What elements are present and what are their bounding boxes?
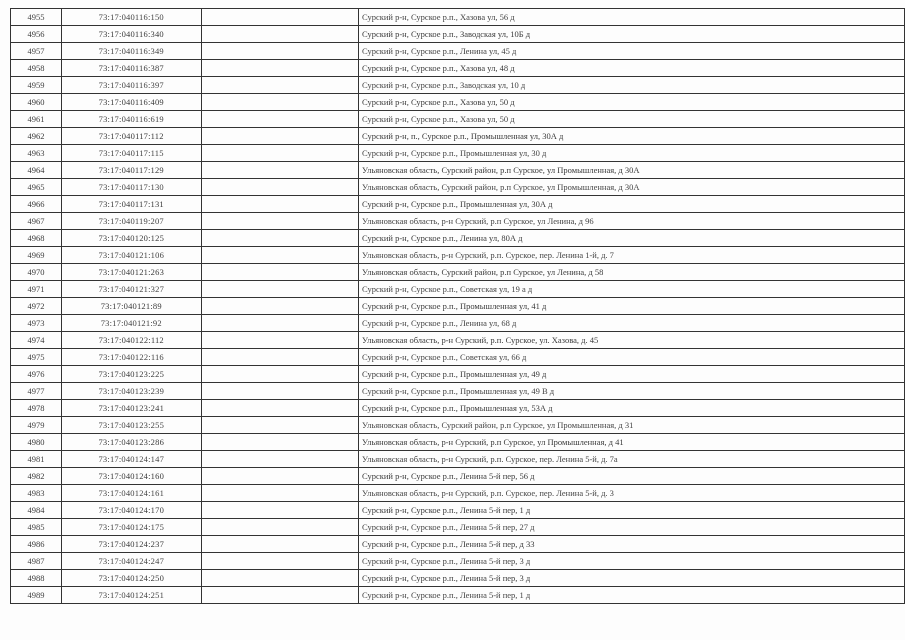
cadastral-number-cell: 73:17:040116:340 xyxy=(61,26,201,43)
table-row xyxy=(11,315,905,332)
table-row xyxy=(11,298,905,315)
empty-cell xyxy=(201,587,358,604)
address-cell: Ульяновская область, р-н Сурский, р.п Сурское, ул Ленина, д 96 xyxy=(359,213,905,230)
empty-cell xyxy=(201,264,358,281)
address-cell: Ульяновская область, р-н Сурский, р.п Сурское, ул Промышленная, д 41 xyxy=(359,434,905,451)
table-row xyxy=(11,332,905,349)
address-cell: Сурский р-н, Сурское р.п., Ленина 5-й пер, д 33 xyxy=(359,536,905,553)
cadastral-number-cell: 73:17:040124:247 xyxy=(61,553,201,570)
address-cell: Сурский р-н, Сурское р.п., Промышленная ул, 53А д xyxy=(359,400,905,417)
row-number-cell: 4961 xyxy=(11,111,62,128)
row-number-cell: 4979 xyxy=(11,417,62,434)
row-number-cell: 4974 xyxy=(11,332,62,349)
table-row xyxy=(11,213,905,230)
cadastral-number-cell: 73:17:040117:129 xyxy=(61,162,201,179)
row-number-cell: 4955 xyxy=(11,9,62,26)
cadastral-number-cell: 73:17:040124:237 xyxy=(61,536,201,553)
empty-cell xyxy=(201,179,358,196)
cadastral-number-cell: 73:17:040116:397 xyxy=(61,77,201,94)
row-number-cell: 4984 xyxy=(11,502,62,519)
table-row xyxy=(11,264,905,281)
empty-cell xyxy=(201,43,358,60)
empty-cell xyxy=(201,536,358,553)
row-number-cell: 4968 xyxy=(11,230,62,247)
address-cell: Сурский р-н, Сурское р.п., Хазова ул, 48 д xyxy=(359,60,905,77)
empty-cell xyxy=(201,451,358,468)
cadastral-number-cell: 73:17:040121:327 xyxy=(61,281,201,298)
empty-cell xyxy=(201,519,358,536)
cadastral-number-cell: 73:17:040116:150 xyxy=(61,9,201,26)
address-cell: Сурский р-н, Сурское р.п., Хазова ул, 50 д xyxy=(359,94,905,111)
cadastral-number-cell: 73:17:040117:112 xyxy=(61,128,201,145)
row-number-cell: 4966 xyxy=(11,196,62,213)
table-row xyxy=(11,43,905,60)
cadastral-number-cell: 73:17:040122:116 xyxy=(61,349,201,366)
cadastral-number-cell: 73:17:040124:147 xyxy=(61,451,201,468)
row-number-cell: 4989 xyxy=(11,587,62,604)
cadastral-number-cell: 73:17:040124:175 xyxy=(61,519,201,536)
address-cell: Сурский р-н, Сурское р.п., Ленина 5-й пер, 3 д xyxy=(359,553,905,570)
address-cell: Сурский р-н, Сурское р.п., Хазова ул, 56 д xyxy=(359,9,905,26)
empty-cell xyxy=(201,468,358,485)
table-row xyxy=(11,417,905,434)
registry-table xyxy=(10,8,905,604)
empty-cell xyxy=(201,485,358,502)
address-cell: Сурский р-н, Сурское р.п., Промышленная ул, 49 В д xyxy=(359,383,905,400)
cadastral-number-cell: 73:17:040124:250 xyxy=(61,570,201,587)
address-cell: Сурский р-н, Сурское р.п., Ленина ул, 45 д xyxy=(359,43,905,60)
row-number-cell: 4975 xyxy=(11,349,62,366)
row-number-cell: 4982 xyxy=(11,468,62,485)
address-cell: Сурский р-н, п., Сурское р.п., Промышленная ул, 30А д xyxy=(359,128,905,145)
table-row xyxy=(11,468,905,485)
empty-cell xyxy=(201,383,358,400)
row-number-cell: 4969 xyxy=(11,247,62,264)
cadastral-number-cell: 73:17:040124:160 xyxy=(61,468,201,485)
cadastral-number-cell: 73:17:040123:239 xyxy=(61,383,201,400)
empty-cell xyxy=(201,26,358,43)
empty-cell xyxy=(201,77,358,94)
table-row xyxy=(11,451,905,468)
address-cell: Сурский р-н, Сурское р.п., Ленина 5-й пер, 27 д xyxy=(359,519,905,536)
table-row xyxy=(11,434,905,451)
empty-cell xyxy=(201,111,358,128)
empty-cell xyxy=(201,281,358,298)
row-number-cell: 4956 xyxy=(11,26,62,43)
table-row xyxy=(11,587,905,604)
cadastral-number-cell: 73:17:040123:286 xyxy=(61,434,201,451)
address-cell: Ульяновская область, р-н Сурский, р.п. Сурское, пер. Ленина 5-й, д. 3 xyxy=(359,485,905,502)
row-number-cell: 4978 xyxy=(11,400,62,417)
table-row xyxy=(11,230,905,247)
row-number-cell: 4971 xyxy=(11,281,62,298)
table-row xyxy=(11,247,905,264)
empty-cell xyxy=(201,400,358,417)
table-row xyxy=(11,77,905,94)
empty-cell xyxy=(201,145,358,162)
cadastral-number-cell: 73:17:040117:115 xyxy=(61,145,201,162)
row-number-cell: 4962 xyxy=(11,128,62,145)
row-number-cell: 4973 xyxy=(11,315,62,332)
address-cell: Сурский р-н, Сурское р.п., Промышленная ул, 49 д xyxy=(359,366,905,383)
empty-cell xyxy=(201,298,358,315)
row-number-cell: 4957 xyxy=(11,43,62,60)
row-number-cell: 4977 xyxy=(11,383,62,400)
table-row xyxy=(11,553,905,570)
row-number-cell: 4987 xyxy=(11,553,62,570)
empty-cell xyxy=(201,502,358,519)
address-cell: Сурский р-н, Сурское р.п., Ленина 5-й пер, 3 д xyxy=(359,570,905,587)
address-cell: Сурский р-н, Сурское р.п., Заводская ул, 10Б д xyxy=(359,26,905,43)
address-cell: Сурский р-н, Сурское р.п., Ленина 5-й пер, 1 д xyxy=(359,502,905,519)
empty-cell xyxy=(201,230,358,247)
table-row xyxy=(11,281,905,298)
cadastral-number-cell: 73:17:040116:409 xyxy=(61,94,201,111)
address-cell: Ульяновская область, Сурский район, р.п Сурское, ул Промышленная, д 30А xyxy=(359,179,905,196)
address-cell: Сурский р-н, Сурское р.п., Промышленная ул, 41 д xyxy=(359,298,905,315)
address-cell: Сурский р-н, Сурское р.п., Советская ул, 66 д xyxy=(359,349,905,366)
row-number-cell: 4970 xyxy=(11,264,62,281)
row-number-cell: 4983 xyxy=(11,485,62,502)
row-number-cell: 4958 xyxy=(11,60,62,77)
row-number-cell: 4965 xyxy=(11,179,62,196)
row-number-cell: 4964 xyxy=(11,162,62,179)
row-number-cell: 4960 xyxy=(11,94,62,111)
empty-cell xyxy=(201,417,358,434)
cadastral-number-cell: 73:17:040123:225 xyxy=(61,366,201,383)
row-number-cell: 4959 xyxy=(11,77,62,94)
table-row xyxy=(11,162,905,179)
table-row xyxy=(11,94,905,111)
empty-cell xyxy=(201,366,358,383)
address-cell: Сурский р-н, Сурское р.п., Ленина ул, 80А д xyxy=(359,230,905,247)
empty-cell xyxy=(201,128,358,145)
table-row xyxy=(11,128,905,145)
table-row xyxy=(11,111,905,128)
table-row xyxy=(11,60,905,77)
table-row xyxy=(11,536,905,553)
empty-cell xyxy=(201,349,358,366)
table-row xyxy=(11,9,905,26)
address-cell: Ульяновская область, р-н Сурский, р.п. Сурское, пер. Ленина 5-й, д. 7а xyxy=(359,451,905,468)
address-cell: Ульяновская область, р-н Сурский, р.п. Сурское, ул. Хазова, д. 45 xyxy=(359,332,905,349)
table-row xyxy=(11,366,905,383)
table-row xyxy=(11,383,905,400)
cadastral-number-cell: 73:17:040121:106 xyxy=(61,247,201,264)
empty-cell xyxy=(201,94,358,111)
row-number-cell: 4985 xyxy=(11,519,62,536)
cadastral-number-cell: 73:17:040119:207 xyxy=(61,213,201,230)
cadastral-number-cell: 73:17:040116:349 xyxy=(61,43,201,60)
address-cell: Ульяновская область, Сурский район, р.п Сурское, ул Ленина, д 58 xyxy=(359,264,905,281)
registry-table-body xyxy=(11,9,905,604)
empty-cell xyxy=(201,213,358,230)
cadastral-number-cell: 73:17:040120:125 xyxy=(61,230,201,247)
address-cell: Сурский р-н, Сурское р.п., Советская ул, 19 а д xyxy=(359,281,905,298)
empty-cell xyxy=(201,9,358,26)
table-row xyxy=(11,179,905,196)
table-row xyxy=(11,349,905,366)
row-number-cell: 4972 xyxy=(11,298,62,315)
row-number-cell: 4986 xyxy=(11,536,62,553)
empty-cell xyxy=(201,315,358,332)
table-row xyxy=(11,400,905,417)
table-row xyxy=(11,196,905,213)
empty-cell xyxy=(201,247,358,264)
address-cell: Сурский р-н, Сурское р.п., Ленина 5-й пер, 56 д xyxy=(359,468,905,485)
row-number-cell: 4980 xyxy=(11,434,62,451)
cadastral-number-cell: 73:17:040124:161 xyxy=(61,485,201,502)
cadastral-number-cell: 73:17:040121:92 xyxy=(61,315,201,332)
row-number-cell: 4988 xyxy=(11,570,62,587)
address-cell: Сурский р-н, Сурское р.п., Ленина 5-й пер, 1 д xyxy=(359,587,905,604)
empty-cell xyxy=(201,570,358,587)
address-cell: Сурский р-н, Сурское р.п., Промышленная ул, 30 д xyxy=(359,145,905,162)
table-row xyxy=(11,145,905,162)
address-cell: Ульяновская область, р-н Сурский, р.п. Сурское, пер. Ленина 1-й, д. 7 xyxy=(359,247,905,264)
table-row xyxy=(11,26,905,43)
cadastral-number-cell: 73:17:040116:619 xyxy=(61,111,201,128)
address-cell: Сурский р-н, Сурское р.п., Хазова ул, 50 д xyxy=(359,111,905,128)
cadastral-number-cell: 73:17:040121:263 xyxy=(61,264,201,281)
empty-cell xyxy=(201,60,358,77)
cadastral-number-cell: 73:17:040117:131 xyxy=(61,196,201,213)
row-number-cell: 4967 xyxy=(11,213,62,230)
empty-cell xyxy=(201,332,358,349)
empty-cell xyxy=(201,196,358,213)
table-row xyxy=(11,519,905,536)
table-row xyxy=(11,502,905,519)
address-cell: Ульяновская область, Сурский район, р.п Сурское, ул Промышленная, д 30А xyxy=(359,162,905,179)
cadastral-number-cell: 73:17:040124:251 xyxy=(61,587,201,604)
address-cell: Сурский р-н, Сурское р.п., Заводская ул, 10 д xyxy=(359,77,905,94)
empty-cell xyxy=(201,434,358,451)
address-cell: Ульяновская область, Сурский район, р.п Сурское, ул Промышленная, д 31 xyxy=(359,417,905,434)
address-cell: Сурский р-н, Сурское р.п., Промышленная ул, 30А д xyxy=(359,196,905,213)
row-number-cell: 4981 xyxy=(11,451,62,468)
cadastral-number-cell: 73:17:040123:241 xyxy=(61,400,201,417)
address-cell: Сурский р-н, Сурское р.п., Ленина ул, 68 д xyxy=(359,315,905,332)
cadastral-number-cell: 73:17:040123:255 xyxy=(61,417,201,434)
table-row xyxy=(11,485,905,502)
empty-cell xyxy=(201,553,358,570)
table-row xyxy=(11,570,905,587)
cadastral-number-cell: 73:17:040121:89 xyxy=(61,298,201,315)
empty-cell xyxy=(201,162,358,179)
cadastral-number-cell: 73:17:040117:130 xyxy=(61,179,201,196)
row-number-cell: 4976 xyxy=(11,366,62,383)
cadastral-number-cell: 73:17:040124:170 xyxy=(61,502,201,519)
row-number-cell: 4963 xyxy=(11,145,62,162)
cadastral-number-cell: 73:17:040116:387 xyxy=(61,60,201,77)
cadastral-number-cell: 73:17:040122:112 xyxy=(61,332,201,349)
